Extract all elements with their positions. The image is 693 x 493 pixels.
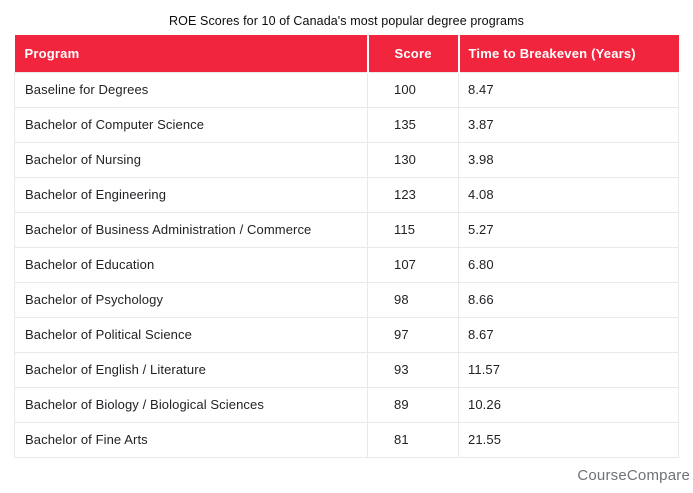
cell-score: 97 bbox=[368, 317, 459, 352]
cell-program: Bachelor of Nursing bbox=[15, 142, 368, 177]
table-row bbox=[15, 212, 679, 247]
cell-program: Bachelor of Biology / Biological Sciences bbox=[15, 387, 368, 422]
cell-program: Bachelor of Fine Arts bbox=[15, 422, 368, 457]
cell-time: 3.87 bbox=[459, 107, 679, 142]
cell-time: 6.80 bbox=[459, 247, 679, 282]
table-header-row bbox=[15, 35, 679, 72]
cell-score: 135 bbox=[368, 107, 459, 142]
table-row bbox=[15, 422, 679, 457]
cell-score: 81 bbox=[368, 422, 459, 457]
cell-score: 123 bbox=[368, 177, 459, 212]
cell-score: 89 bbox=[368, 387, 459, 422]
cell-score: 98 bbox=[368, 282, 459, 317]
cell-program: Bachelor of Engineering bbox=[15, 177, 368, 212]
brand-watermark: CourseCompare bbox=[577, 467, 690, 484]
table-row bbox=[15, 142, 679, 177]
cell-time: 11.57 bbox=[459, 352, 679, 387]
cell-score: 93 bbox=[368, 352, 459, 387]
cell-score: 100 bbox=[368, 72, 459, 107]
header-cell-time-to-breakeven: Time to Breakeven (Years) bbox=[459, 35, 679, 72]
cell-time: 3.98 bbox=[459, 142, 679, 177]
cell-score: 107 bbox=[368, 247, 459, 282]
table-row bbox=[15, 72, 679, 107]
cell-time: 8.67 bbox=[459, 317, 679, 352]
table-row bbox=[15, 352, 679, 387]
chart-title: ROE Scores for 10 of Canada's most popular degree programs bbox=[169, 14, 524, 28]
header-cell-score: Score bbox=[368, 35, 459, 72]
cell-time: 8.66 bbox=[459, 282, 679, 317]
table-row bbox=[15, 247, 679, 282]
table-row bbox=[15, 107, 679, 142]
roe-scores-table bbox=[14, 35, 679, 458]
table-row bbox=[15, 282, 679, 317]
cell-program: Bachelor of Psychology bbox=[15, 282, 368, 317]
cell-score: 130 bbox=[368, 142, 459, 177]
cell-program: Bachelor of Education bbox=[15, 247, 368, 282]
cell-time: 4.08 bbox=[459, 177, 679, 212]
table-row bbox=[15, 177, 679, 212]
cell-program: Bachelor of Business Administration / Commerce bbox=[15, 212, 368, 247]
header-cell-program: Program bbox=[15, 35, 368, 72]
cell-time: 5.27 bbox=[459, 212, 679, 247]
cell-program: Bachelor of Political Science bbox=[15, 317, 368, 352]
cell-program: Bachelor of Computer Science bbox=[15, 107, 368, 142]
cell-time: 10.26 bbox=[459, 387, 679, 422]
table-body bbox=[15, 72, 679, 457]
cell-time: 21.55 bbox=[459, 422, 679, 457]
cell-time: 8.47 bbox=[459, 72, 679, 107]
cell-score: 115 bbox=[368, 212, 459, 247]
table-row bbox=[15, 317, 679, 352]
cell-program: Baseline for Degrees bbox=[15, 72, 368, 107]
cell-program: Bachelor of English / Literature bbox=[15, 352, 368, 387]
table-row bbox=[15, 387, 679, 422]
